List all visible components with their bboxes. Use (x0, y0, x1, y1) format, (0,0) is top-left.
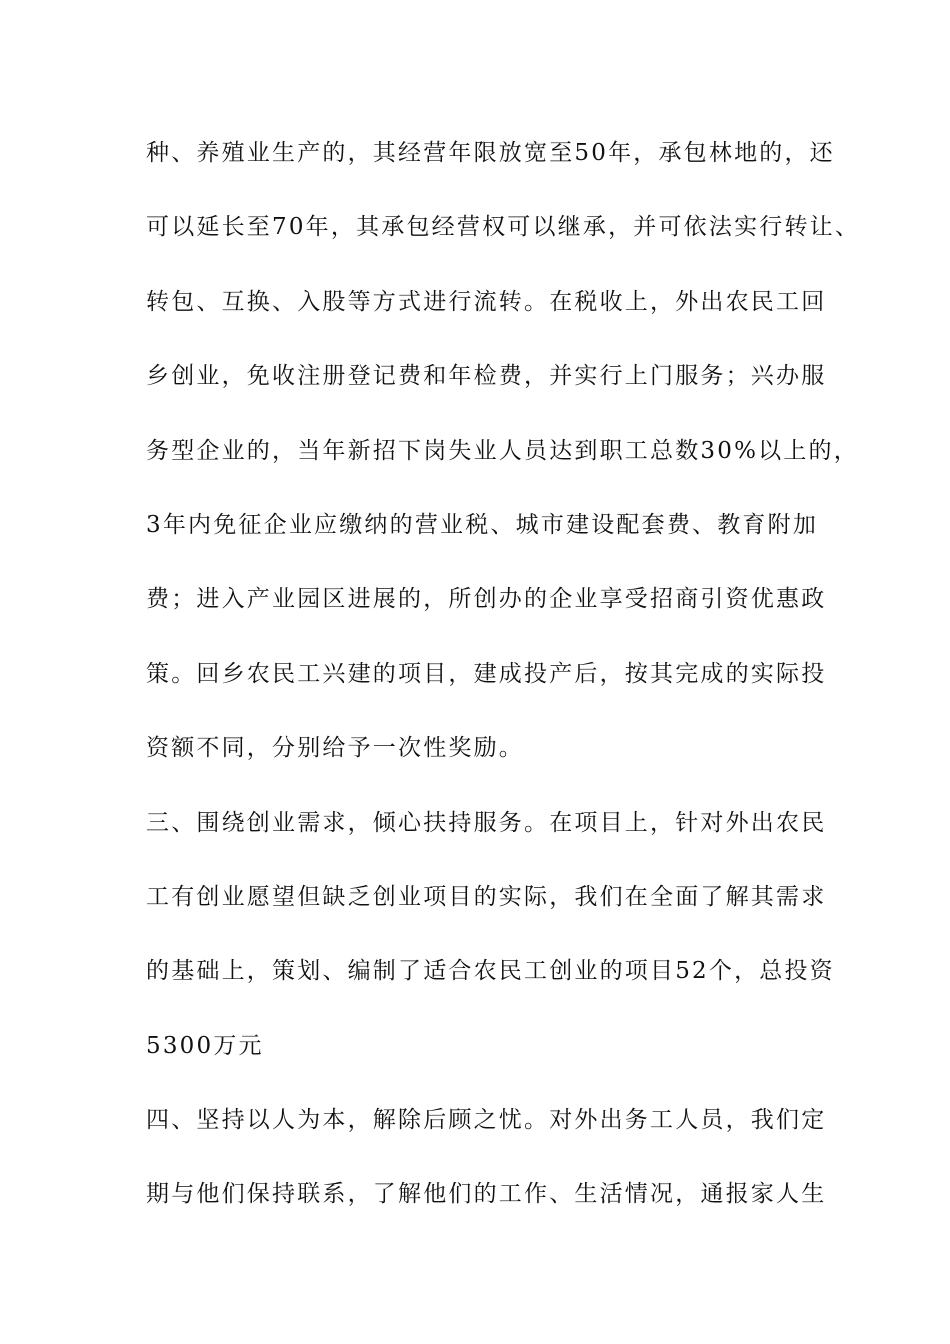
text-line: 3年内免征企业应缴纳的营业税、城市建设配套费、教育附加 (146, 511, 819, 538)
section-heading-line: 四、坚持以人为本，解除后顾之忧。对外出务工人员，我们定 (146, 1107, 827, 1134)
text-line: 乡创业，免收注册登记费和年检费，并实行上门服务；兴办服 (146, 363, 827, 390)
text-line: 资额不同，分别给予一次性奖励。 (146, 735, 524, 762)
body-text (146, 133, 861, 1249)
text-line: 转包、互换、入股等方式进行流转。在税收上，外出农民工回 (146, 288, 827, 315)
text-line: 期与他们保持联系，了解他们的工作、生活情况，通报家人生 (146, 1181, 827, 1208)
text-line: 务型企业的，当年新招下岗失业人员达到职工总数30%以上的， (146, 437, 859, 464)
section-heading-line: 三、围绕创业需求，倾心扶持服务。在项目上，针对外出农民 (146, 809, 827, 836)
text-line: 5300万元 (146, 1032, 264, 1059)
text-line: 费；进入产业园区进展的，所创办的企业享受招商引资优惠政 (146, 586, 827, 613)
text-line: 的基础上，策划、编制了适合农民工创业的项目52个，总投资 (146, 958, 835, 985)
text-line: 可以延长至70年，其承包经营权可以继承，并可依法实行转让、 (146, 214, 861, 241)
text-line: 种、养殖业生产的，其经营年限放宽至50年，承包林地的，还 (146, 140, 835, 166)
text-line: 工有创业愿望但缺乏创业项目的实际，我们在全面了解其需求 (146, 883, 827, 910)
text-line: 策。回乡农民工兴建的项目，建成投产后，按其完成的实际投 (146, 660, 827, 687)
